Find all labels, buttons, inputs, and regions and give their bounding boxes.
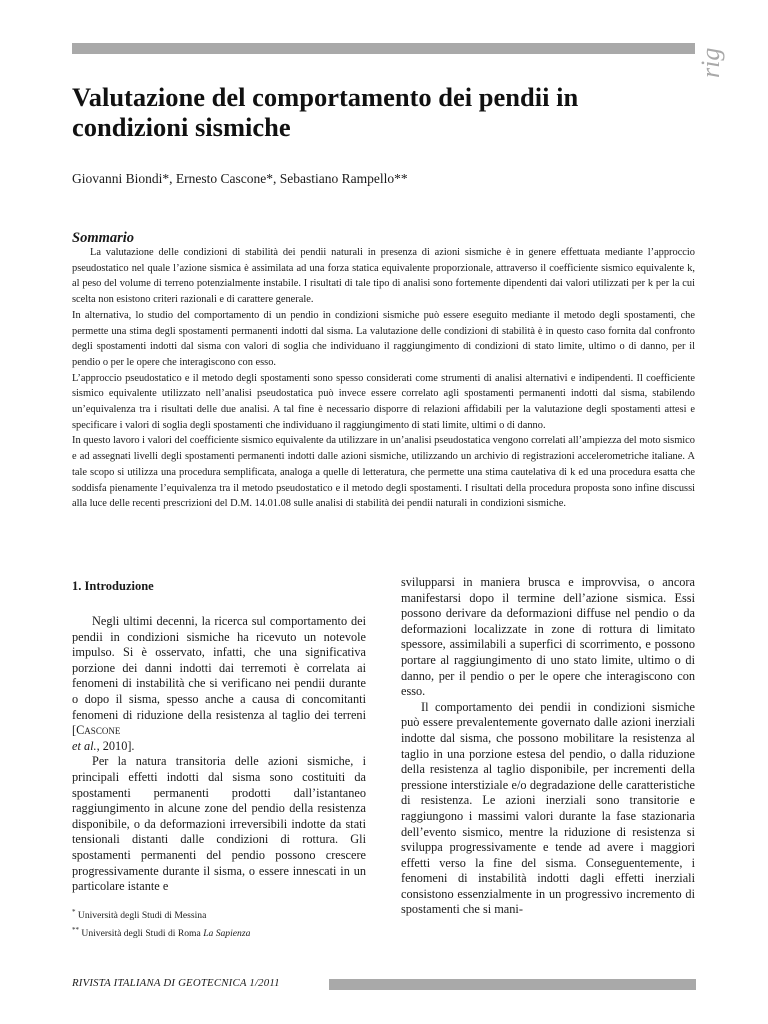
abstract-paragraph: In questo lavoro i valori del coefficiente sismico equivalente da utilizzare in un’analisi pseudostatica vengono correlati all’ampiezza del moto sismico e ad assegnati livelli degli spostamenti permanenti indotti dalle azioni sismiche, utilizzando un archivio di registrazioni accelerometriche italiane. A tale scopo si utilizza una procedura semplificata, analoga a quelle di letteratura, che permette una stima cautelativa di k ed una procedura esatta che soddisfa pienamente l’equivalenza tra il metodo pseudostatico e il metodo degli spostamenti. I risultati della procedura proposta sono infine discussi alla luce delle recenti prescrizioni del D.M. 14.01.08 sulle analisi di stabilità dei pendii naturali in condizioni sismiche.: [72, 435, 695, 510]
abstract-paragraph: In alternativa, lo studio del comportamento di un pendio in condizioni sismiche può essere eseguito mediante il metodo degli spostamenti, che permette una stima degli spostamenti permanenti indotti dal sisma. La valutazione delle condizioni di stabilità è in questo caso fornita dal confronto degli spostamenti indotti dal sisma con valori di soglia che individuano il raggiungimento di condizioni di stato limite, ultimo o di danno, per il pendio o per le opere che interagiscono con esso.: [72, 309, 695, 368]
article-title: Valutazione del comportamento dei pendii in condizioni sismiche: [72, 82, 579, 142]
body-paragraph: Negli ultimi decenni, la ricerca sul comportamento dei pendii in condizioni sismiche ha ricevuto un notevole impulso. Si è osservato, infatti, che una significativa porzione dei danni indotti dai terremoti è correlata ai fenomeni di instabilità che si verificano nei pendii durante o dopo il sisma, spesso anche a causa di concomitanti fenomeni di riduzione della resistenza al taglio dei terreni [Cascone et al., 2010].: [72, 614, 366, 753]
body-column-left: [72, 578, 366, 895]
footnote-1: * Università degli Studi di Messina: [72, 908, 207, 922]
footnotes: [72, 905, 372, 941]
abstract-body: [72, 245, 695, 512]
section-title: 1. Introduzione: [72, 579, 154, 593]
journal-name: RIVISTA ITALIANA DI GEOTECNICA 1/2011: [72, 977, 280, 989]
citation-author: Cascone: [76, 723, 121, 738]
journal-logo: [696, 24, 725, 80]
article-authors: Giovanni Biondi*, Ernesto Cascone*, Sebastiano Rampello**: [72, 171, 408, 186]
body-paragraph: Per la natura transitoria delle azioni sismiche, i principali effetti indotti dal sisma sono costituiti da spostamenti permanenti prodotti dall’istantaneo raggiungimento in alcune zone del pendio della resistenza disponibile, o da deformazioni irreversibili indotte da stati tensionali distanti dalle condizioni di rottura. Gli spostamenti permanenti del pendio possono crescere progressivamente durante il sisma, o essere innescati in un particolare istante e: [72, 754, 366, 894]
body-paragraph: Il comportamento dei pendii in condizioni sismiche può essere prevalentemente governato dalle azioni inerziali indotte dal sisma, che possono mobilitare la resistenza al taglio in una porzione estesa del pendio, o dalla riduzione della resistenza al taglio disponibile, per incrementi della pressione interstiziale e/o degradazione delle caratteristiche di resistenza. Le azioni inerziali sono transitorie e raggiungono i massimi valori durante la fase stazionaria dell’evento sismico, mentre la riduzione di resistenza si sviluppa progressivamente e tende ad avere i maggiori effetti verso la fine del sisma. Conseguentemente, i fenomeni di instabilità indotti dagli effetti inerziali consistono essenzialmente in un progressivo incremento di spostamenti che si mani-: [401, 699, 695, 917]
abstract-paragraph: La valutazione delle condizioni di stabilità dei pendii naturali in presenza di azioni sismiche è in genere effettuata mediante l’approccio pseudostatico nel quale l’azione sismica è assimilata ad una forza statica equivalente proporzionale, attraverso il coefficiente sismico equivalente k, al peso del volume di terreno potenzialmente instabile. I risultati di tale tipo di analisi sono fortemente dipendenti dai valori utilizzati per k per la cui scelta non esistono criteri razionali e di carattere generale.: [72, 247, 695, 306]
abstract-heading: Sommario: [72, 230, 135, 246]
footnote-2: ** Università degli Studi di Roma La Sapienza: [72, 926, 251, 940]
body-column-right: [401, 575, 695, 918]
footer-bar: [329, 979, 696, 990]
svg-text:rig: rig: [696, 47, 725, 78]
abstract-paragraph: L’approccio pseudostatico e il metodo degli spostamenti sono spesso considerati come strumenti di analisi alternativi e indipendenti. Il coefficiente sismico equivalente utilizzato nell’analisi pseudostatica può invece essere correlato agli spostamenti permanenti indotti dal sisma, stabilendo un’equivalenza tra i risultati delle due analisi. A tal fine è necessario disporre di relazioni affidabili per la valutazione degli spostamenti attesi e specificare i valori di soglia degli spostamenti che individuano il raggiungimento di stati limite, ultimi o di danno.: [72, 372, 695, 431]
body-paragraph: svilupparsi in maniera brusca e improvvisa, o ancora manifestarsi dopo il termine dell’azione sismica. Essi possono derivare da deformazioni diffuse nel pendio o da deformazioni localizzate in zone di rottura di limitato spessore, assimilabili a superfici di scorrimento, e possono portare al raggiungimento di uno stato limite, ultimo o di danno, per il pendio o per le opere che interagiscono con esso.: [401, 575, 695, 699]
header-bar: [72, 43, 695, 54]
citation-etal: et al.: [72, 738, 97, 753]
